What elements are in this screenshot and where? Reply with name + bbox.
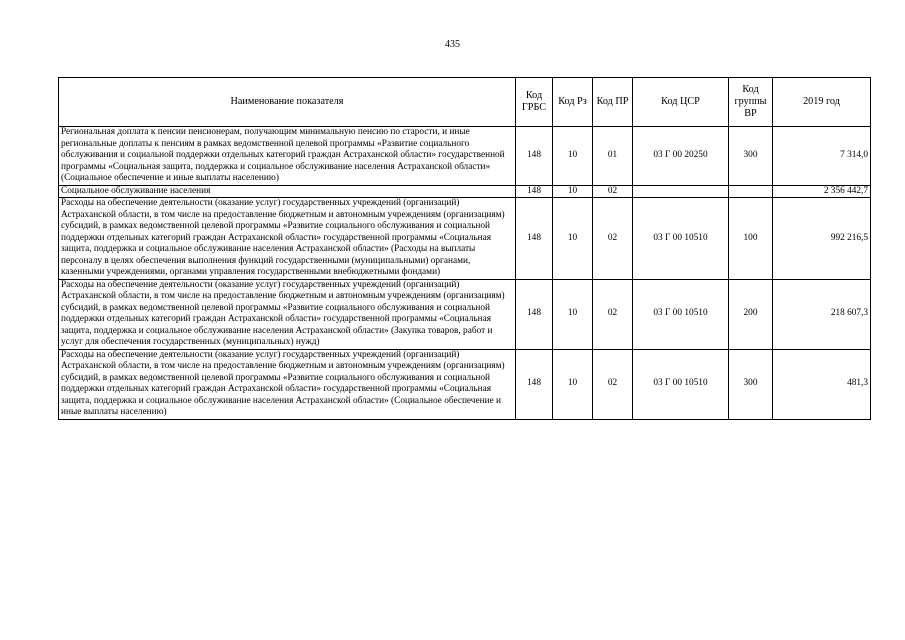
cell-amount: 481,3 [773, 349, 871, 419]
cell-csr: 03 Г 00 10510 [633, 349, 729, 419]
table-row [59, 198, 871, 280]
cell-rz: 10 [553, 127, 593, 186]
cell-rz: 10 [553, 198, 593, 280]
table-row [59, 349, 871, 419]
table-row [59, 279, 871, 349]
table-body [59, 127, 871, 420]
cell-pr: 02 [593, 349, 633, 419]
cell-pr: 02 [593, 198, 633, 280]
cell-csr: 03 Г 00 10510 [633, 198, 729, 280]
cell-csr: 03 Г 00 20250 [633, 127, 729, 186]
table-row [59, 127, 871, 186]
cell-vr: 300 [729, 349, 773, 419]
cell-pr: 02 [593, 185, 633, 198]
cell-pr: 02 [593, 279, 633, 349]
header-csr: Код ЦСР [633, 78, 729, 127]
cell-name: Расходы на обеспечение деятельности (оказание услуг) государственных учреждений (организаций) Астраханской области, в том числе на предоставление бюджетным и автономным учреждениям (организациям) субсидий, в рамках ведомственной целевой программы «Развитие социального обслуживания и социальной поддержки отдельных категорий граждан Астраханской области» государственной программы «Социальная защита, поддержка и социальное обслуживание населения Астраханской области» (Социальное обеспечение и иные выплаты населению) [59, 349, 516, 419]
cell-amount: 7 314,0 [773, 127, 871, 186]
cell-amount: 992 216,5 [773, 198, 871, 280]
page-number: 435 [445, 39, 460, 50]
cell-vr: 200 [729, 279, 773, 349]
header-name: Наименование показателя [59, 78, 516, 127]
cell-name: Региональная доплата к пенсии пенсионерам, получающим минимальную пенсию по старости, и иные региональные доплаты к пенсиям в рамках ведомственной целевой программы «Развитие социального обслуживания и социальной поддержки отдельных категорий граждан Астраханской области» государственной программы «Социальная защита, поддержка и социальное обслуживание населения Астраханской области» (Социальное обеспечение и иные выплаты населению) [59, 127, 516, 186]
cell-amount: 218 607,3 [773, 279, 871, 349]
cell-vr: 100 [729, 198, 773, 280]
cell-pr: 01 [593, 127, 633, 186]
cell-vr: 300 [729, 127, 773, 186]
table-header-row [59, 78, 871, 127]
cell-grbs: 148 [516, 198, 553, 280]
cell-rz: 10 [553, 279, 593, 349]
cell-grbs: 148 [516, 127, 553, 186]
cell-csr: 03 Г 00 10510 [633, 279, 729, 349]
cell-rz: 10 [553, 185, 593, 198]
header-pr: Код ПР [593, 78, 633, 127]
table-row [59, 185, 871, 198]
cell-grbs: 148 [516, 185, 553, 198]
cell-rz: 10 [553, 349, 593, 419]
cell-grbs: 148 [516, 349, 553, 419]
cell-grbs: 148 [516, 279, 553, 349]
cell-vr [729, 185, 773, 198]
header-grbs: Код ГРБС [516, 78, 553, 127]
cell-csr [633, 185, 729, 198]
cell-name: Социальное обслуживание населения [59, 185, 516, 198]
header-rz: Код Рз [553, 78, 593, 127]
cell-name: Расходы на обеспечение деятельности (оказание услуг) государственных учреждений (организаций) Астраханской области, в том числе на предоставление бюджетным и автономным учреждениям (организациям) субсидий, в рамках ведомственной целевой программы «Развитие социального обслуживания и социальной поддержки отдельных категорий граждан Астраханской области» государственной программы «Социальная защита, поддержка и социальное обслуживание населения Астраханской области» (Расходы на выплаты персоналу в целях обеспечения выполнения функций государственными (муниципальными) органами, казенными учреждениями, органами управления государственными внебюджетными фондами) [59, 198, 516, 280]
cell-amount: 2 356 442,7 [773, 185, 871, 198]
header-vr: Код группы ВР [729, 78, 773, 127]
header-year: 2019 год [773, 78, 871, 127]
budget-table [58, 77, 871, 420]
cell-name: Расходы на обеспечение деятельности (оказание услуг) государственных учреждений (организаций) Астраханской области, в том числе на предоставление бюджетным и автономным учреждениям (организациям) субсидий, в рамках ведомственной целевой программы «Развитие социального обслуживания и социальной поддержки отдельных категорий граждан Астраханской области» государственной программы «Социальная защита, поддержка и социальное обслуживание населения Астраханской области» (Закупка товаров, работ и услуг для обеспечения государственных (муниципальных) нужд) [59, 279, 516, 349]
